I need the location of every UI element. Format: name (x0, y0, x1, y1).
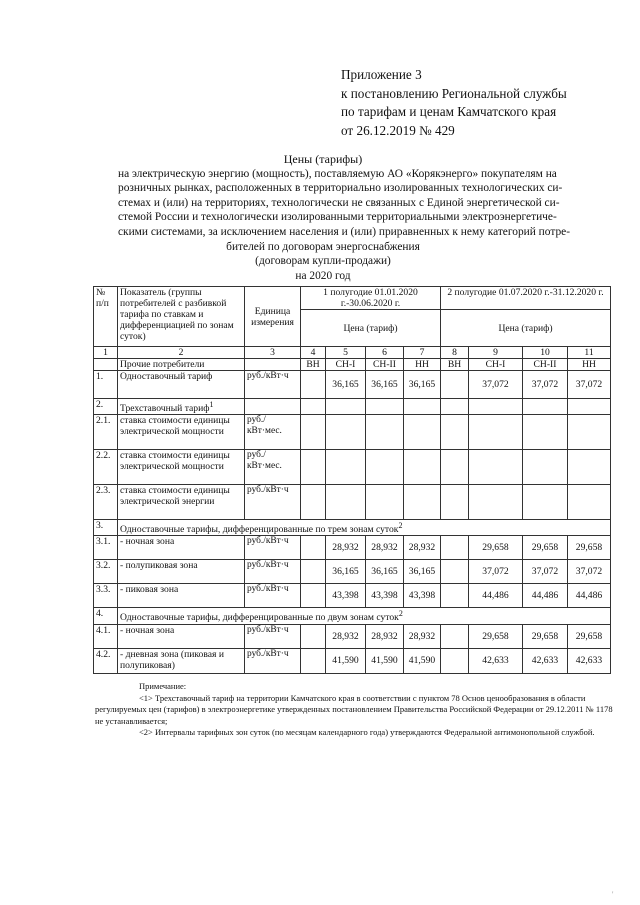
col-number: 2 (118, 347, 245, 359)
header-half1-period: 1 полугодие 01.01.2020 г.-30.06.2020 г. (301, 287, 441, 310)
table-row (94, 648, 611, 673)
row-label: - дневная зона (пиковая и полупиковая) (118, 648, 245, 673)
table-row (94, 560, 611, 584)
appendix-line: по тарифам и ценам Камчатского края (341, 104, 557, 119)
section-other-consumers: Прочие потребители (118, 359, 245, 371)
value-cell (301, 371, 326, 399)
table-row (94, 624, 611, 648)
value-cell: 36,165 (326, 560, 366, 584)
row-unit: руб./кВт·мес. (245, 415, 301, 450)
value-cell (301, 624, 326, 648)
document-title (118, 152, 570, 283)
table-row (94, 371, 611, 399)
notes-heading: Примечание: (139, 681, 187, 691)
title-line: бителей по договорам энергоснабжения (226, 240, 420, 253)
value-cell: 42,633 (523, 648, 568, 673)
value-cell: 28,932 (404, 624, 441, 648)
col-number: 3 (245, 347, 301, 359)
header-num: № п/п (94, 287, 118, 347)
value-cell (441, 371, 469, 399)
tariff-table (93, 286, 611, 674)
row-number: 2.3. (94, 485, 118, 520)
header-indicator: Показатель (группы потребителей с разбивкой тарифа по ставкам и дифференциацией по зонам суток) (118, 287, 245, 347)
row-number: 2.2. (94, 450, 118, 485)
title-line: стемой России и технологически изолированными территориальными электроэнергетиче- (118, 211, 557, 224)
row-number: 4.1. (94, 624, 118, 648)
title-line: розничных рынках, расположенных в территориально изолированных технологических си- (118, 182, 563, 195)
value-cell: 28,932 (366, 624, 404, 648)
value-cell: 29,658 (568, 624, 611, 648)
row-unit: руб./кВт·ч (245, 584, 301, 608)
table-row (94, 520, 611, 536)
value-cell: 42,633 (469, 648, 523, 673)
value-cell: 28,932 (366, 536, 404, 560)
header-unit: Единица измерения (245, 287, 301, 347)
level-header: НН (568, 359, 611, 371)
row-unit: руб./кВт·мес. (245, 450, 301, 485)
table-row (94, 450, 611, 485)
note-2: <2> Интервалы тарифных зон суток (по месяцам календарного года) утверждаются Федеральной антимонопольной службой. (139, 727, 595, 738)
header-price-half2: Цена (тариф) (441, 310, 611, 347)
appendix-header (341, 66, 567, 140)
value-cell (301, 584, 326, 608)
row-number: 2.1. (94, 415, 118, 450)
value-cell: 29,658 (469, 624, 523, 648)
page-corner-mark: ' (612, 890, 614, 899)
value-cell: 28,932 (326, 624, 366, 648)
row-number: 3.2. (94, 560, 118, 584)
value-cell (301, 560, 326, 584)
title-line: на электрическую энергию (мощность), поставляемую АО «Корякэнерго» покупателям на (118, 167, 557, 180)
table-row (94, 399, 611, 415)
col-number: 1 (94, 347, 118, 359)
row-label: Одноставочные тарифы, дифференцированные по трем зонам суток$^2$ (118, 520, 611, 536)
value-cell (441, 536, 469, 560)
footnote-mark: 2 (398, 521, 403, 531)
row-label: ставка стоимости единицы электрической энергии (118, 485, 245, 520)
value-cell: 29,658 (523, 536, 568, 560)
value-cell (441, 560, 469, 584)
value-cell (301, 648, 326, 673)
value-cell (441, 648, 469, 673)
table-row (94, 536, 611, 560)
col-number: 11 (568, 347, 611, 359)
row-unit: руб./кВт·ч (245, 624, 301, 648)
table-row (94, 584, 611, 608)
row-label: - ночная зона (118, 536, 245, 560)
value-cell: 41,590 (404, 648, 441, 673)
level-header: СН-I (326, 359, 366, 371)
row-label: Одноставочный тариф (118, 371, 245, 399)
value-cell (301, 536, 326, 560)
row-label: ставка стоимости единицы электрической мощности (118, 415, 245, 450)
row-unit: руб./кВт·ч (245, 536, 301, 560)
title-line: (договорам купли-продажи) (255, 255, 391, 268)
title-heading: Цены (тарифы) (283, 152, 363, 166)
row-unit: руб./кВт·ч (245, 560, 301, 584)
level-header: НН (404, 359, 441, 371)
appendix-line: к постановлению Региональной службы (341, 85, 567, 101)
row-unit: руб./кВт·ч (245, 371, 301, 399)
row-number: 4.2. (94, 648, 118, 673)
value-cell: 28,932 (404, 536, 441, 560)
value-cell: 29,658 (568, 536, 611, 560)
value-cell: 43,398 (366, 584, 404, 608)
value-cell: 43,398 (404, 584, 441, 608)
row-label: Одноставочные тарифы, дифференцированные по двум зонам суток$^2$ (118, 608, 611, 624)
level-header: ВН (301, 359, 326, 371)
value-cell (441, 624, 469, 648)
header-price-half1: Цена (тариф) (301, 310, 441, 347)
value-cell: 42,633 (568, 648, 611, 673)
level-header: СН-II (366, 359, 404, 371)
row-label: - полупиковая зона (118, 560, 245, 584)
note-1: <1> Трехставочный тариф на территории Камчатского края в соответствии с пунктом 78 Основ ценообразования в области регулируемых цен (тарифов) в электроэнергетике утвержденных постановлением Правительства Российской Федерации от 29.12.2011 № 1178 не устанавливается; (95, 692, 613, 726)
row-label: - ночная зона (118, 624, 245, 648)
table-row (94, 485, 611, 520)
value-cell: 37,072 (523, 371, 568, 399)
col-number: 7 (404, 347, 441, 359)
value-cell: 36,165 (366, 560, 404, 584)
level-header: СН-II (523, 359, 568, 371)
footnote-mark: 1 (209, 400, 214, 409)
table-row (94, 415, 611, 450)
appendix-line: Приложение 3 (341, 67, 422, 82)
footnote-mark: 2 (398, 609, 403, 619)
col-number: 10 (523, 347, 568, 359)
value-cell: 36,165 (366, 371, 404, 399)
value-cell: 36,165 (326, 371, 366, 399)
value-cell: 43,398 (326, 584, 366, 608)
row-number: 2. (94, 399, 118, 415)
value-cell: 37,072 (568, 371, 611, 399)
value-cell: 41,590 (366, 648, 404, 673)
level-header: СН-I (469, 359, 523, 371)
header-half2-period: 2 полугодие 01.07.2020 г.-31.12.2020 г. (441, 287, 611, 310)
row-unit: руб./кВт·ч (245, 648, 301, 673)
notes-section (95, 681, 615, 739)
value-cell: 37,072 (469, 371, 523, 399)
value-cell: 41,590 (326, 648, 366, 673)
title-line: стемах и (или) на территориях, технологически не связанных с Единой энергетической си- (118, 196, 560, 209)
row-number: 4. (94, 608, 118, 624)
col-number: 4 (301, 347, 326, 359)
value-cell: 44,486 (523, 584, 568, 608)
row-number: 3. (94, 520, 118, 536)
row-label: ставка стоимости единицы электрической мощности (118, 450, 245, 485)
row-unit: руб./кВт·ч (245, 485, 301, 520)
value-cell: 28,932 (326, 536, 366, 560)
value-cell: 37,072 (568, 560, 611, 584)
value-cell: 44,486 (568, 584, 611, 608)
col-number: 5 (326, 347, 366, 359)
row-label: Трехставочный тариф$^1$ (118, 399, 245, 415)
value-cell (441, 584, 469, 608)
col-number: 8 (441, 347, 469, 359)
value-cell: 29,658 (523, 624, 568, 648)
row-label: - пиковая зона (118, 584, 245, 608)
col-number: 6 (366, 347, 404, 359)
appendix-line: от 26.12.2019 № 429 (341, 122, 455, 138)
value-cell: 36,165 (404, 560, 441, 584)
value-cell: 44,486 (469, 584, 523, 608)
title-line: на 2020 год (295, 269, 351, 282)
level-header: ВН (441, 359, 469, 371)
row-number: 3.3. (94, 584, 118, 608)
value-cell: 37,072 (523, 560, 568, 584)
row-number: 1. (94, 371, 118, 399)
table-row (94, 608, 611, 624)
value-cell: 37,072 (469, 560, 523, 584)
col-number: 9 (469, 347, 523, 359)
row-number: 3.1. (94, 536, 118, 560)
value-cell: 29,658 (469, 536, 523, 560)
value-cell: 36,165 (404, 371, 441, 399)
title-line: скими системами, за исключением населения и (или) приравненных к нему категорий потре- (118, 225, 570, 238)
